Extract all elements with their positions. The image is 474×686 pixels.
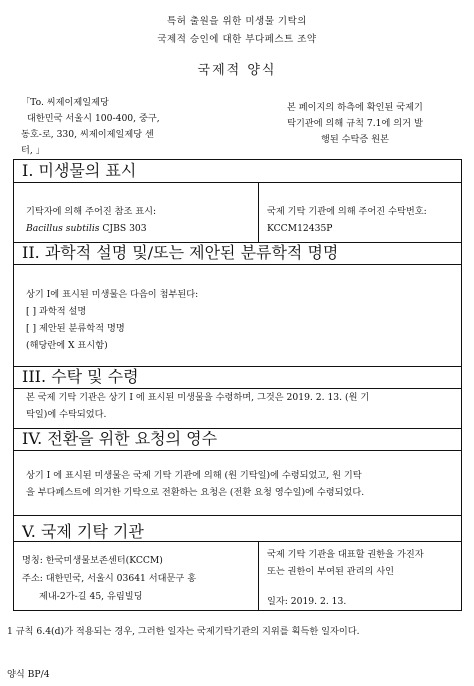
- section-divider: [14, 182, 461, 183]
- taxonomic-designation-checkbox: [ ] 제안된 분류학적 명명: [26, 323, 125, 334]
- section4-line2: 을 부다페스트에 의거한 기탁으로 전환하는 요청은 (전환 요청 영수일)에 수령되었다.: [26, 487, 365, 498]
- section4-line1: 상기 I 에 표시된 미생물은 국제 기탁 기관에 의해 (원 기탁일)에 수령되었고, 원 기탁: [26, 470, 362, 481]
- section5-heading: V. 국제 기탁 기관: [22, 522, 144, 541]
- signature-block: [267, 546, 424, 580]
- section2-heading: II. 과학적 설명 및/또는 제안된 분류학적 명명: [22, 243, 339, 262]
- receipt-note-line3: 행된 수탁증 원본: [320, 134, 389, 145]
- signature-label-line2: 또는 권한이 부여된 관리의 사인: [267, 566, 395, 577]
- depositary-name: 명칭: 한국미생물보존센터(KCCM): [22, 555, 163, 566]
- reference-label: 기탁자에 의해 주어진 참조 표시:: [26, 206, 157, 217]
- section-divider: [14, 450, 461, 451]
- form-identifier: 양식 BP/4: [7, 669, 50, 680]
- depositary-address-line1: 주소: 대한민국, 서울시 03641 서대문구 홍: [22, 573, 197, 584]
- treaty-header-line2: 국제적 승인에 대한 부다페스트 조약: [157, 34, 317, 45]
- issue-date: 일자: 2019. 2. 13.: [267, 596, 347, 607]
- accession-label: 국제 기탁 기관에 의해 주어진 수탁번호:: [267, 206, 427, 217]
- section1-right-cell: [267, 203, 427, 237]
- section2-body: [26, 286, 198, 354]
- receipt-note-line2: 탁기관에 의해 규칙 7.1에 의거 발: [287, 118, 423, 129]
- accession-number: KCCM12435P: [267, 223, 333, 234]
- depositary-address-line2: 제내-2가-길 45, 유림빌딩: [39, 591, 143, 602]
- depositary-details: [22, 552, 196, 606]
- addressee-line1: 「To. 씨제이제일제당: [21, 97, 109, 108]
- section2-line1: 상기 I에 표시된 미생물은 다음이 첨부된다:: [26, 289, 199, 300]
- section3-line2: 탁일)에 수탁되었다.: [26, 409, 107, 420]
- page-title: 국제적 양식: [197, 63, 277, 78]
- section2-instruction: (해당란에 X 표시함): [26, 340, 108, 351]
- receipt-note-line1: 본 페이지의 하측에 확인된 국제기: [287, 102, 423, 113]
- section-divider: [14, 541, 461, 542]
- section4-heading: IV. 전환을 위한 요청의 영수: [22, 429, 218, 448]
- addressee-line3: 동호-로, 330, 씨제이제일제당 센: [21, 129, 154, 140]
- footnote: 1 규칙 6.4(d)가 적용되는 경우, 그러한 일자는 국제기탁기관의 지위를 획득한 일자이다.: [7, 626, 360, 637]
- column-divider: [258, 541, 259, 611]
- section-divider: [14, 515, 461, 516]
- deposit-form: [13, 159, 462, 611]
- signature-label-line1: 국제 기탁 기관을 대표할 권한을 가진자: [267, 549, 424, 560]
- section3-line1: 본 국제 기탁 기관은 상기 I 에 표시된 미생물을 수령하며, 그것은 2019. 2. 13. (원 기: [26, 392, 370, 403]
- addressee-block: [21, 95, 160, 159]
- strain-id: CJBS 303: [99, 223, 147, 234]
- reference-value: [26, 220, 156, 237]
- section4-body: [26, 467, 364, 501]
- treaty-header-line1: 특허 출원을 위한 미생물 기탁의: [167, 16, 307, 27]
- section-divider: [14, 264, 461, 265]
- section1-heading: I. 미생물의 표시: [22, 161, 137, 180]
- addressee-line2: 대한민국 서울시 100-400, 중구,: [27, 113, 160, 124]
- section3-heading: III. 수탁 및 수령: [22, 367, 139, 386]
- receipt-note: [287, 100, 423, 148]
- scientific-description-checkbox: [ ] 과학적 설명: [26, 306, 87, 317]
- column-divider: [258, 182, 259, 242]
- section1-left-cell: [26, 203, 156, 237]
- species-name: Bacillus subtilis: [26, 223, 100, 234]
- addressee-line4: 터, 」: [21, 145, 45, 156]
- section3-body: [26, 389, 369, 423]
